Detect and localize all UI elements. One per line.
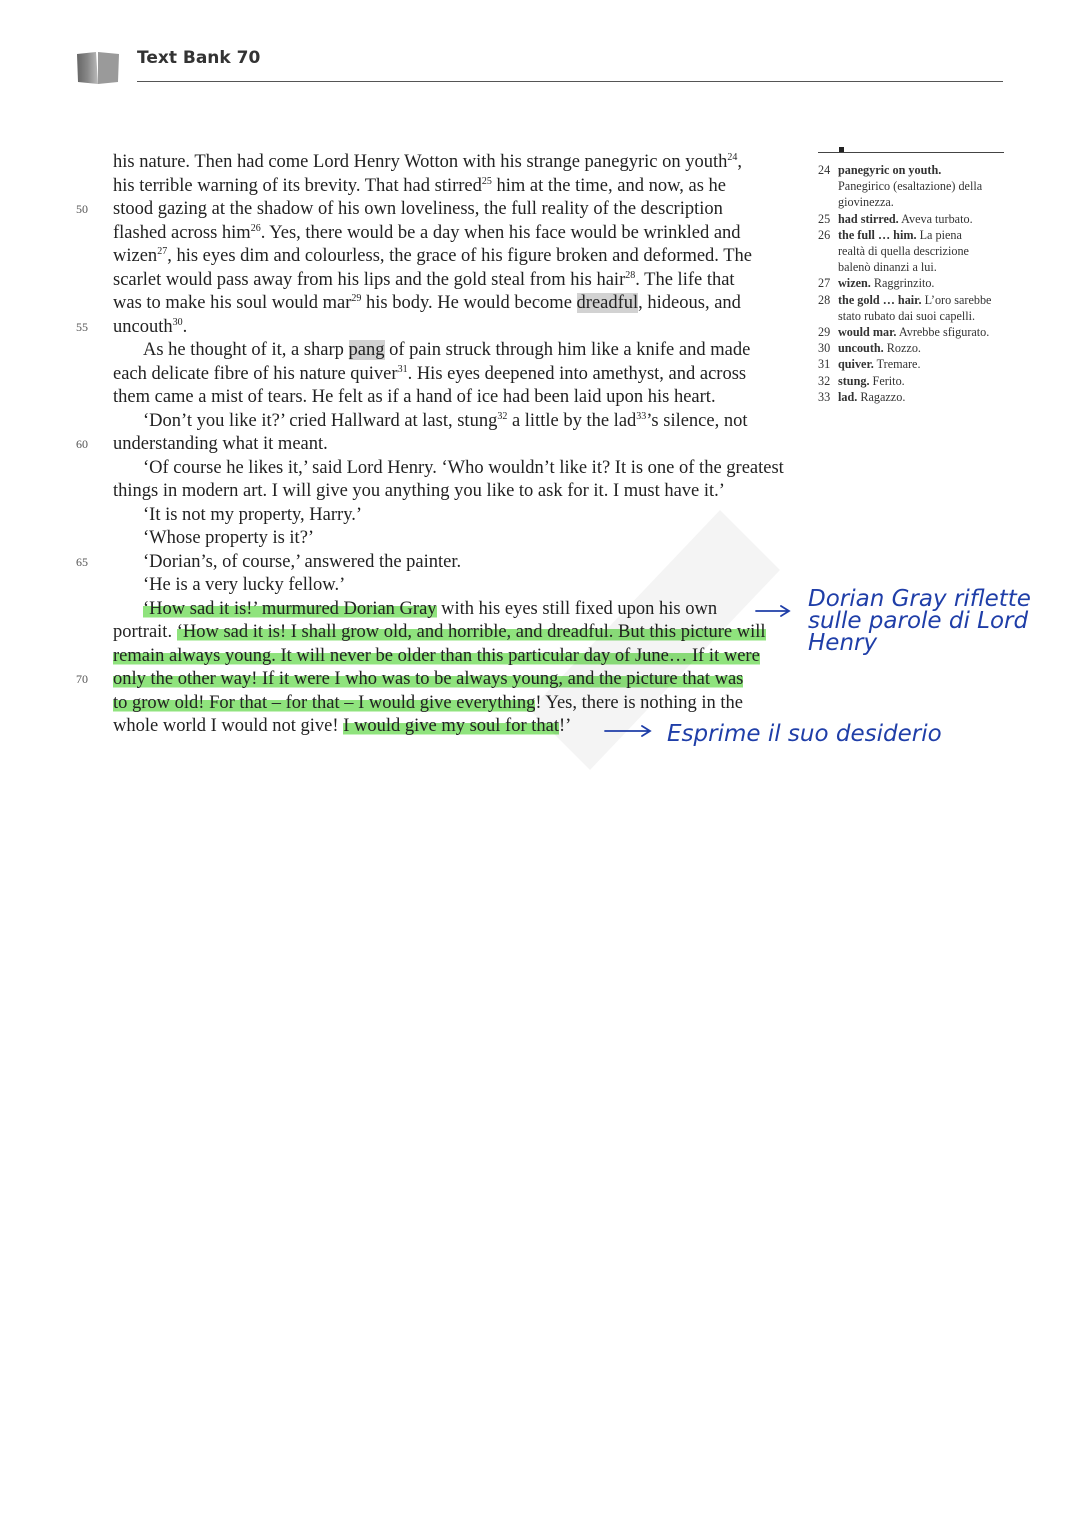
text-line — [113, 480, 813, 504]
footnote-number: 26 — [818, 227, 831, 242]
footnote-gloss-continued: realtà di quella descrizione — [838, 244, 969, 259]
footnote-gloss: giovinezza. — [838, 195, 894, 210]
footnotes-divider — [818, 140, 1004, 153]
footnote-item — [818, 324, 1004, 340]
footnote-item — [818, 340, 1004, 356]
text-line — [76, 668, 813, 692]
text-segment: . His eyes deepened into amethyst, and across — [407, 363, 747, 384]
footnote-ref: 31 — [397, 363, 408, 375]
text-segment: ’s silence, not — [646, 410, 748, 431]
text-segment: ‘It is not my property, Harry.’ — [143, 504, 363, 525]
footnote-term: had stirred. — [838, 211, 899, 226]
text-segment: a little by the lad — [507, 410, 637, 431]
footnote-term: wizen. — [838, 276, 871, 291]
text-line — [113, 386, 813, 410]
text-line — [113, 245, 813, 269]
text-line — [113, 574, 813, 598]
highlighted-text: I would give my soul for that — [343, 716, 559, 736]
footnote-gloss-continued: stato rubato dai suoi capelli. — [838, 308, 976, 323]
text-segment: !’ — [559, 716, 572, 736]
text-line — [113, 175, 813, 199]
text-segment: understanding what it meant. — [113, 434, 328, 454]
line-number: 60 — [76, 437, 88, 451]
line-number: 50 — [76, 202, 88, 216]
footnotes-column — [818, 140, 1004, 405]
line-number: 65 — [76, 554, 88, 569]
footnote-number: 29 — [818, 325, 831, 340]
footnote-number: 31 — [818, 357, 831, 372]
text-line — [113, 504, 813, 528]
text-segment: his terrible warning of its brevity. That had stirred — [113, 175, 482, 196]
footnote-ref: 29 — [351, 292, 362, 304]
text-segment: ‘Dorian’s, of course,’ answered the painter. — [143, 551, 462, 572]
highlighted-text: remain always young. It will never be older than this particular day of June… If it were — [113, 645, 760, 666]
text-segment: things in modern art. I will give you anything you like to ask for it. I must have it.’ — [113, 481, 725, 501]
footnote-number: 30 — [818, 341, 831, 356]
footnote-term: the gold … hair. — [838, 292, 922, 307]
footnote-term: panegyric on youth. — [838, 163, 942, 177]
text-line — [113, 339, 813, 363]
footnote-gloss: Ferito. — [872, 373, 905, 388]
footnote-term: the full … him. — [838, 227, 917, 242]
footnote-gloss: Raggrinzito. — [873, 276, 935, 291]
footnote-number: 32 — [818, 373, 831, 388]
text-line — [113, 222, 813, 246]
footnote-gloss: La piena — [919, 227, 962, 242]
text-segment: . — [182, 316, 188, 337]
text-line — [113, 527, 813, 551]
text-line — [76, 433, 813, 457]
footnote-gloss: Rozzo. — [886, 341, 921, 356]
text-segment: scarlet would pass away from his lips and the gold steal from his hair — [113, 269, 626, 290]
text-segment: ‘Don’t you like it?’ cried Hallward at last, stung — [143, 410, 498, 431]
text-segment: wizen — [113, 246, 158, 266]
footnote-gloss-continued: balenò dinanzi a lui. — [838, 260, 937, 275]
footnote-ref: 32 — [497, 410, 508, 422]
text-line — [113, 292, 813, 316]
book-icon — [76, 50, 120, 86]
header-divider — [137, 81, 1003, 82]
highlighted-text: only the other way! If it were I who was to be always young, and the picture that was — [113, 669, 744, 689]
text-segment: them came a mist of tears. He felt as if a hand of ice had been laid upon his heart. — [113, 387, 716, 407]
footnote-gloss: Panegirico (esaltazione) della — [838, 179, 983, 194]
text-segment: of pain struck through him like a knife and made — [384, 340, 751, 360]
text-line — [76, 316, 813, 340]
text-line — [113, 410, 813, 434]
footnote-number: 33 — [818, 389, 831, 404]
footnote-ref: 33 — [636, 410, 647, 422]
page-title: Text Bank 70 — [137, 48, 261, 68]
text-line — [113, 645, 813, 669]
footnote-item — [818, 292, 1004, 324]
text-segment: . Yes, there would be a day when his face would be wrinkled and — [260, 222, 741, 243]
text-segment: ‘He is a very lucky fellow.’ — [143, 575, 346, 595]
footnote-gloss: Avrebbe sfigurato. — [898, 325, 990, 340]
footnote-item — [818, 227, 1004, 276]
text-segment: him at the time, and now, as he — [491, 175, 726, 196]
page-header — [76, 48, 1004, 88]
text-segment: his body. He would become — [361, 293, 577, 313]
footnote-number: 28 — [818, 292, 831, 307]
footnote-ref: 28 — [625, 269, 636, 281]
text-line — [113, 457, 813, 481]
arrow-icon — [754, 603, 794, 619]
footnote-term: would mar. — [838, 325, 897, 340]
footnote-item — [818, 373, 1004, 389]
text-line — [113, 151, 813, 175]
footnote-number: 24 — [818, 163, 831, 177]
footnote-ref: 24 — [727, 151, 738, 163]
text-segment: stood gazing at the shadow of his own loveliness, the full reality of the description — [113, 199, 723, 219]
arrow-icon — [603, 723, 655, 739]
footnote-ref: 25 — [481, 175, 492, 187]
text-segment: , his eyes dim and colourless, the grace of his figure broken and deformed. The — [167, 246, 752, 266]
text-segment: . The life that — [635, 269, 735, 290]
text-segment: ‘Of course he likes it,’ said Lord Henry. ‘Who wouldn’t like it? It is one of the greatest — [143, 457, 784, 478]
footnote-ref: 27 — [157, 245, 168, 257]
footnote-gloss: L’oro sarebbe — [924, 292, 992, 307]
text-segment: ‘Whose property is it?’ — [143, 528, 315, 548]
text-line — [76, 551, 813, 575]
text-segment: with his eyes still fixed upon his own — [436, 598, 718, 619]
highlighted-text: ‘How sad it is!’ murmured Dorian Gray — [143, 598, 437, 619]
text-segment: was to make his soul would mar — [113, 293, 352, 313]
text-line — [76, 198, 813, 222]
text-line — [113, 269, 813, 293]
footnote-item — [818, 389, 1004, 405]
footnote-gloss: Tremare. — [876, 357, 921, 372]
highlighted-text: dreadful — [576, 293, 639, 313]
footnote-term: quiver. — [838, 357, 874, 372]
footnote-item — [818, 275, 1004, 291]
highlighted-text: ‘How sad it is! I shall grow old, and horrible, and dreadful. But this picture will — [176, 622, 766, 642]
text-line — [113, 598, 813, 622]
text-segment: portrait. — [113, 622, 177, 642]
text-line — [113, 621, 813, 645]
footnote-term: uncouth. — [838, 341, 884, 356]
handwritten-note-1: Dorian Gray riflette sulle parole di Lord Henry — [808, 586, 1031, 656]
footnote-ref: 30 — [172, 316, 183, 328]
line-number: 70 — [76, 672, 88, 686]
footnote-term: lad. — [838, 389, 858, 404]
text-segment: each delicate fibre of his nature quiver — [113, 363, 398, 384]
footnote-item — [818, 211, 1004, 227]
footnote-item — [818, 356, 1004, 372]
text-segment: flashed across him — [113, 222, 251, 243]
footnote-number: 25 — [818, 211, 831, 226]
text-segment: his nature. Then had come Lord Henry Wotton with his strange panegyric on youth — [113, 152, 728, 172]
text-segment: uncouth — [113, 316, 173, 337]
footnote-term: stung. — [838, 373, 870, 388]
text-segment: whole world I would not give! — [113, 716, 344, 736]
highlighted-text: to grow old! For that – for that – I would give everything — [113, 692, 536, 713]
text-segment: ! Yes, there is nothing in the — [535, 692, 743, 713]
text-segment: , — [737, 152, 742, 172]
line-number: 55 — [76, 319, 88, 334]
footnote-number: 27 — [818, 276, 831, 291]
text-segment: As he thought of it, a sharp — [143, 340, 349, 360]
footnote-item — [818, 162, 1004, 211]
text-line — [113, 692, 813, 716]
text-line — [113, 363, 813, 387]
passage-text — [76, 151, 813, 739]
footnote-ref: 26 — [250, 222, 261, 234]
text-segment: , hideous, and — [638, 293, 741, 313]
footnote-gloss: Aveva turbato. — [901, 211, 973, 226]
highlighted-text: pang — [348, 340, 385, 360]
handwritten-note-2: Esprime il suo desiderio — [667, 721, 942, 747]
footnote-gloss: Ragazzo. — [860, 389, 906, 404]
